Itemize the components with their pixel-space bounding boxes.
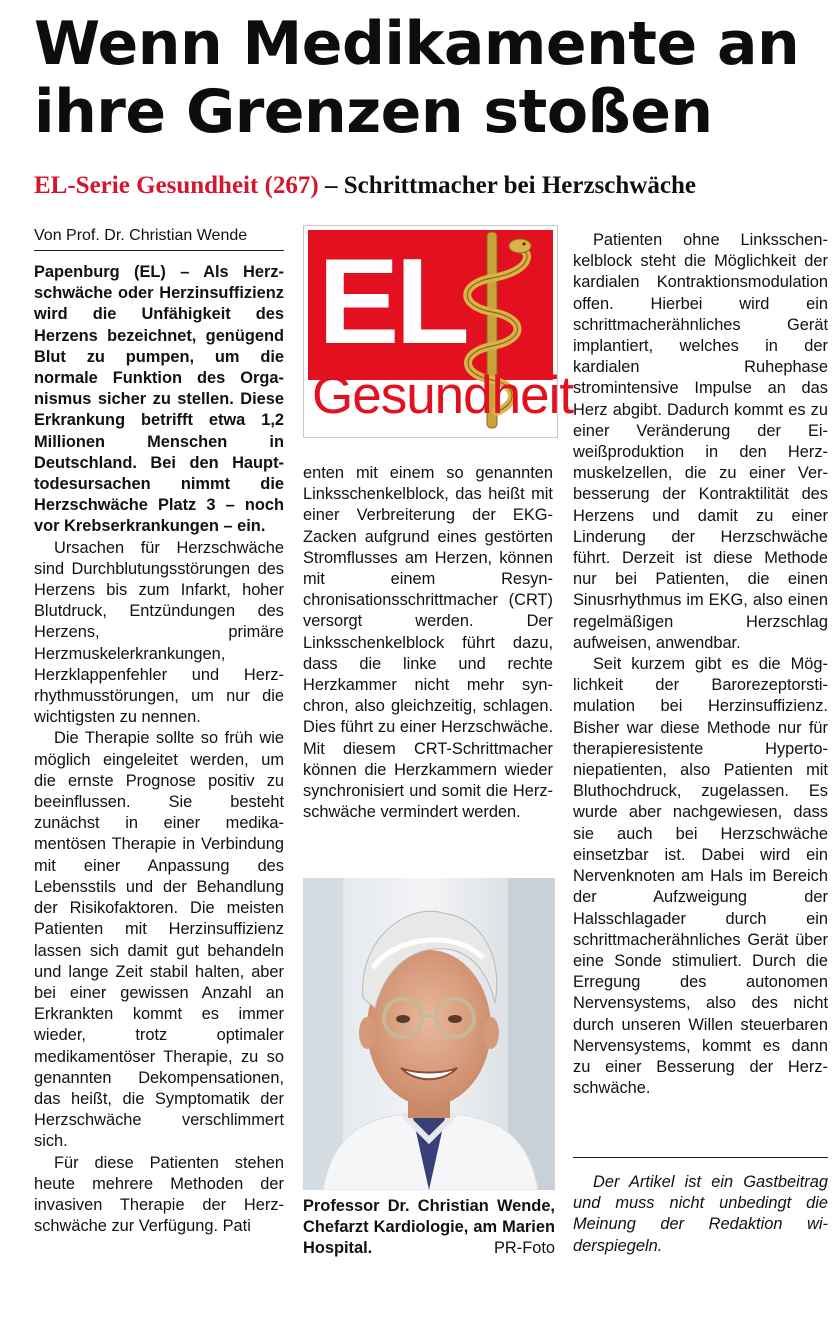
photo-credit: PR-Foto [493,1239,555,1258]
body-paragraph: Seit kurzem gibt es die Möglichkeit der Barorezeptorstimulation bei Herzinsuffizienz. Bisher war diese Methode nur für therapieresistente Hypertoniepatienten, also Patienten mit Bluthochdruck, zugelassen. Es wurde aber nachgewiesen, dass sie auch bei Herzschwäche einsetzbar ist. Dabei wird ein Nervenknoten am Hals im Bereich der Aufzweigung der Halsschlagader durch ein schrittmacherähnliches Gerät über eine Sonde stimuliert. Durch die Erregung des autonomen Nervensystems, also des nicht durch unseren Willen steuerbaren Nervensystems, kommt es dann zu einer Besserung der Herzschwäche. [573,655,828,1098]
body-paragraph: enten mit einem so genannten Linksschenkelblock, das heißt mit einer Verbreiterung der EKG-Zacken aufgrund eines gestörten Stromflusses am Herzen, können mit einem Resynchronisationsschrittmacher (CRT) versorgt werden. Der Linksschenkelblock führt dazu, dass die linke und rechte Herzkammer nicht mehr synchron, also gleichzeitig, schlagen. Dies führt zu einer Herzschwäche. Mit diesem CRT-Schrittmacher können die Herzkammern wieder synchronisiert und somit die Herzschwäche vermindert werden. [303,464,553,822]
el-gesundheit-logo [303,225,574,438]
headline [34,10,824,146]
series-label: EL-Serie Gesundheit (267) [34,172,319,199]
body-paragraph: Ursachen für Herzschwäche sind Durchblutungsstörungen des Herzens bis zum Infarkt, hoher Blutdruck, Entzündungen des Herzens, primäre Herzmuskelerkrankungen, Herzklappenfehler und Herzrhythmusstörungen, um nur die wichtigsten zu nennen. [34,538,284,727]
body-paragraph: Patienten ohne Linksschenkelblock steht die Möglichkeit der kardialen Kontraktionsmodulation offen. Hierbei wird ein schrittmacherähnliches Gerät implantiert, welches in der kardialen Ruhephase stromintensive Impulse an das Herz abgibt. Dadurch kommt es zu einer Veränderung der Eiweißproduktion in den Herzmuskelzellen, die zu einer Verbesserung der Kontraktilität des Herzens und damit zu einer Linderung der Herzschwäche führt. Derzeit ist diese Methode nur bei Patienten, die einen Sinusrhythmus im EKG, also einen regelmäßigen Herzschlag aufweisen, anwendbar. [573,231,828,652]
lead-paragraph: Papenburg (EL) – Als Herzschwäche oder Herzinsuffizienz wird die Unfähigkeit des Herzens bezeichnet, genügend Blut zu pumpen, um die normale Funktion des Organismus sicher zu stellen. Diese Erkrankung betrifft etwa 1,2 Millionen Menschen in Deutschland. Bei den Haupttodesursachen nimmt die Herzschwäche Platz 3 – noch vor Krebserkrankungen – ein. [34,263,284,536]
body-paragraph: Für diese Patienten stehen heute mehrere Methoden der invasiven Therapie der Herzschwäche zur Verfügung. Pati [34,1153,284,1236]
article-column-2 [303,463,553,823]
headline-line-2: ihre Grenzen stoßen [34,77,713,147]
photo-caption [303,1196,555,1260]
caption-text: Professor Dr. Christian Wende, Chefarzt Kardiologie, am Marien Hospital. [303,1197,555,1258]
footnote [573,1172,828,1257]
byline-rule [34,250,284,251]
author-portrait-photo [303,878,555,1190]
subheadline-dash: – [318,172,344,199]
byline: Von Prof. Dr. Christian Wende [34,227,248,244]
logo-el-text: EL [318,233,466,369]
headline-line-1: Wenn Medikamente an [34,9,800,79]
article-column-3 [573,230,828,1099]
footnote-rule [573,1157,828,1158]
subheadline [34,170,834,202]
footnote-text: Der Artikel ist ein Gastbeitrag und muss nicht unbedingt die Meinung der Redaktion widerspiegeln. [573,1173,828,1255]
logo-gesundheit-text: Gesundheit [312,366,574,425]
series-topic: Schrittmacher bei Herzschwäche [343,172,696,199]
body-paragraph: Die Therapie sollte so früh wie möglich eingeleitet werden, um die ernste Prognose positiv zu beeinflussen. Sie besteht zunächst in einer medikamentösen Therapie in Verbindung mit einer Anpassung des Lebensstils und der Behandlung der Risikofaktoren. Die meisten Patienten mit Herzinsuffizienz lassen sich damit gut behandeln und lange Zeit stabil halten, aber bei einer gewissen Anzahl an Erkrankten kommt es immer wieder, trotz optimaler medikamentöser Therapie, zu so genannten Dekompensationen, das heißt, die Symptomatik der Herzschwäche verschlimmert sich. [34,729,284,1151]
article-column-1 [34,262,284,1237]
